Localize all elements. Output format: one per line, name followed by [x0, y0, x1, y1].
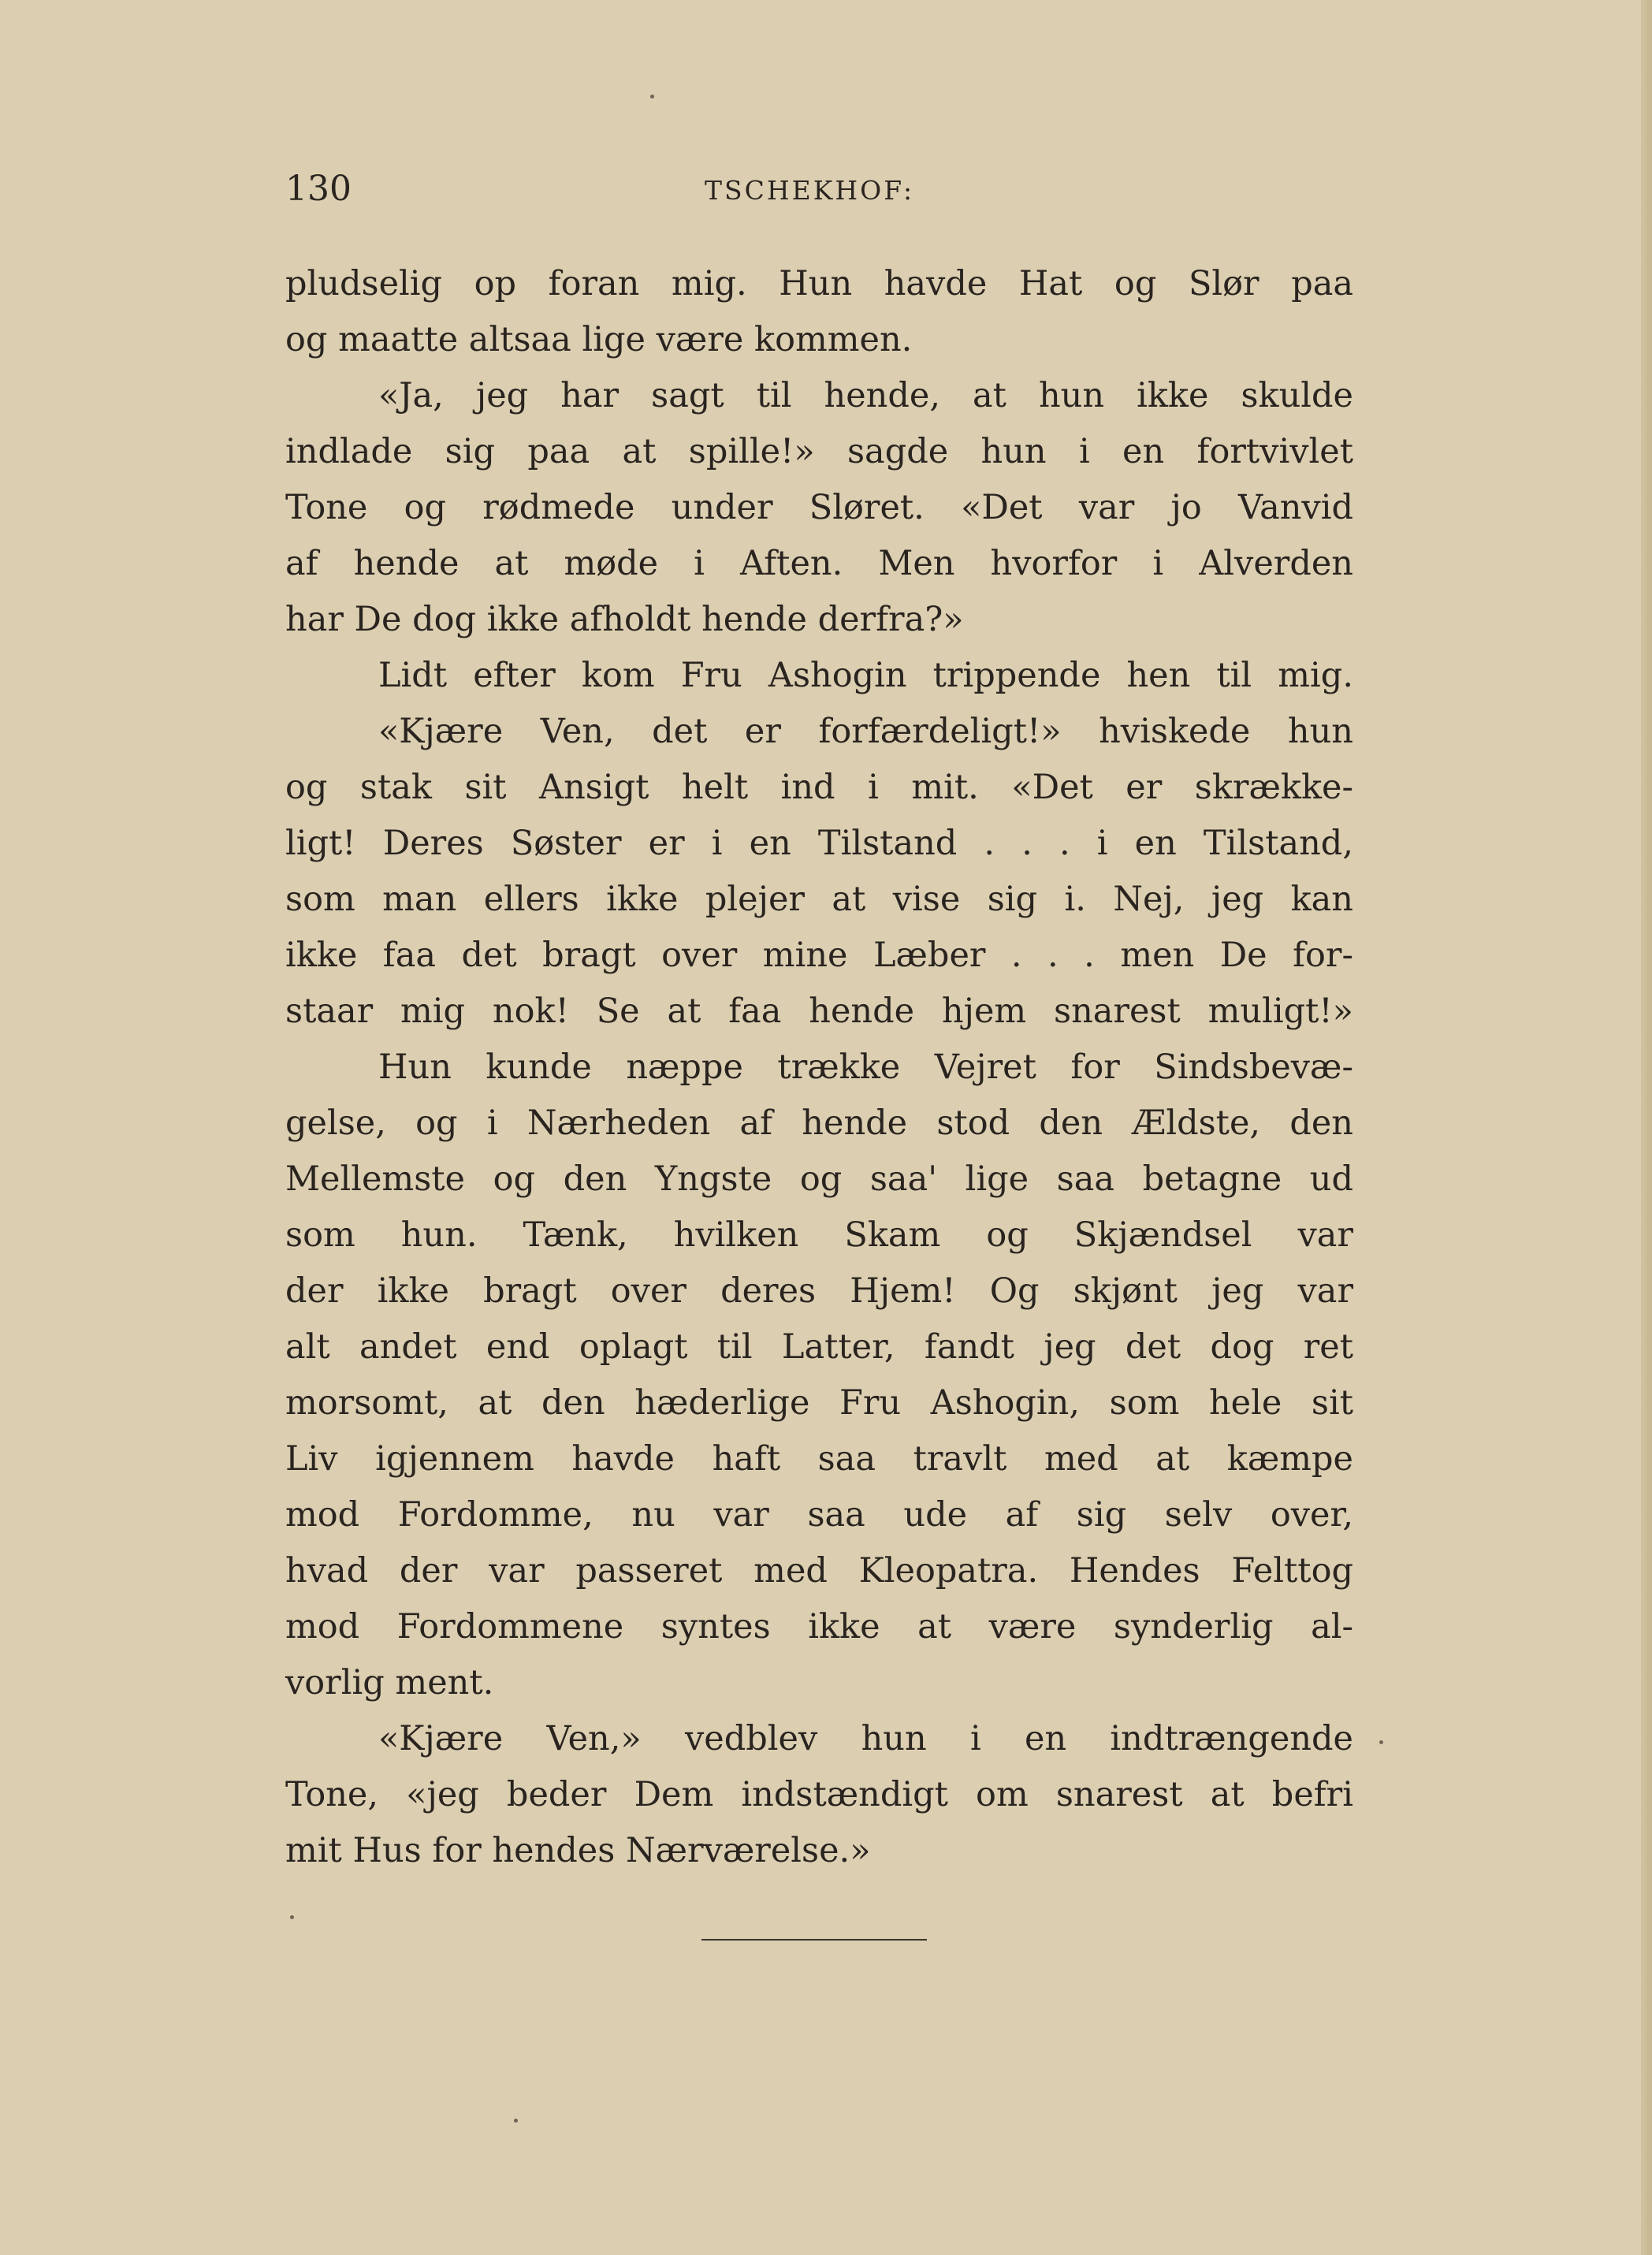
text-line: vorlig ment. [285, 1663, 494, 1702]
text-line: Tone, «jeg beder Dem indstændigt om snarest at befri [285, 1775, 1353, 1814]
page-number: 130 [285, 169, 352, 209]
text-line: Liv igjennem havde haft saa travlt med at kæmpe [285, 1439, 1353, 1479]
text-line: staar mig nok! Se at faa hende hjem snarest muligt!» [285, 992, 1353, 1031]
text-line: Mellemste og den Yngste og saa' lige saa betagne ud [285, 1159, 1353, 1199]
text-line: som hun. Tænk, hvilken Skam og Skjændsel var [285, 1215, 1353, 1255]
text-line: som man ellers ikke plejer at vise sig i. Nej, jeg kan [285, 880, 1353, 919]
paper-speck [650, 95, 654, 99]
text-line: ikke faa det bragt over mine Læber . . . men De for- [285, 936, 1353, 975]
section-end-rule [701, 1939, 927, 1941]
paper-speck [1379, 1740, 1383, 1744]
text-line: «Kjære Ven, det er forfærdeligt!» hviskede hun [378, 712, 1353, 751]
text-line: hvad der var passeret med Kleopatra. Hendes Felttog [285, 1551, 1353, 1591]
paper-speck [290, 1915, 294, 1919]
text-line: og stak sit Ansigt helt ind i mit. «Det er skrække- [285, 768, 1353, 807]
text-line: af hende at møde i Aften. Men hvorfor i Alverden [285, 544, 1353, 583]
text-line: har De dog ikke afholdt hende derfra?» [285, 600, 964, 639]
text-line: mit Hus for hendes Nærværelse.» [285, 1831, 871, 1870]
text-line: pludselig op foran mig. Hun havde Hat og Slør paa [285, 264, 1353, 303]
text-line: der ikke bragt over deres Hjem! Og skjønt jeg var [285, 1271, 1353, 1311]
running-head: TSCHEKHOF: [705, 175, 915, 206]
text-line: gelse, og i Nærheden af hende stod den Ældste, den [285, 1103, 1353, 1143]
text-line: ligt! Deres Søster er i en Tilstand . . . i en Tilstand, [285, 824, 1353, 863]
text-line: mod Fordommene syntes ikke at være synderlig al- [285, 1607, 1353, 1647]
text-line: og maatte altsaa lige være kommen. [285, 320, 913, 359]
page-header [285, 166, 1353, 213]
text-line: «Kjære Ven,» vedblev hun i en indtrængende [378, 1719, 1353, 1758]
text-line: Lidt efter kom Fru Ashogin trippende hen til mig. [378, 656, 1353, 695]
body-text [285, 256, 1353, 1879]
page-edge-shadow [1641, 0, 1652, 2255]
text-line: indlade sig paa at spille!» sagde hun i en fortvivlet [285, 432, 1353, 471]
paper-speck [514, 2119, 518, 2123]
text-line: Tone og rødmede under Sløret. «Det var jo Vanvid [285, 488, 1353, 527]
text-line: «Ja, jeg har sagt til hende, at hun ikke skulde [378, 376, 1353, 415]
text-line: Hun kunde næppe trække Vejret for Sindsbevæ- [378, 1047, 1353, 1087]
text-line: alt andet end oplagt til Latter, fandt jeg det dog ret [285, 1327, 1353, 1367]
text-line: morsomt, at den hæderlige Fru Ashogin, som hele sit [285, 1383, 1353, 1423]
text-line: mod Fordomme, nu var saa ude af sig selv over, [285, 1495, 1353, 1535]
